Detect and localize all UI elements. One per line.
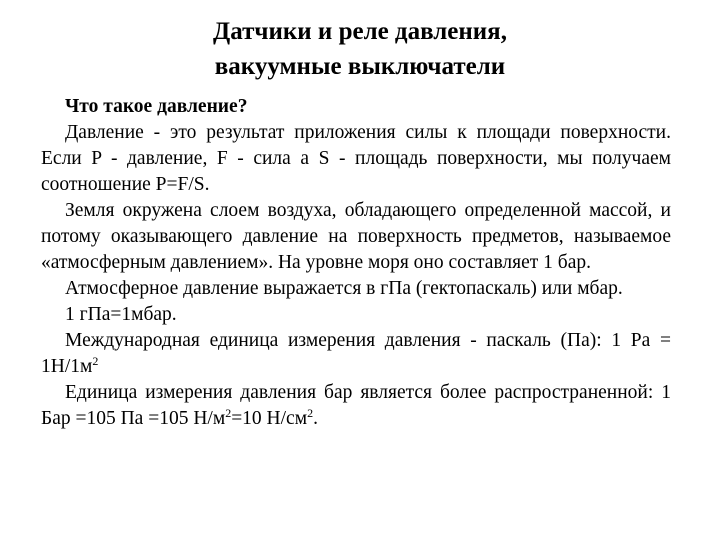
section-heading: Что такое давление? — [65, 96, 248, 117]
bar-text-a: Единица измерения давления бар является более распространенной: 1 Бар =105 Па =105 Н/м — [41, 382, 671, 429]
slide-title — [0, 14, 720, 84]
bar-superscript-1: 2 — [225, 406, 232, 420]
paragraph-units: Атмосферное давление выражается в гПа (гектопаскаль) или мбар. — [65, 278, 623, 299]
paragraph-pascal — [41, 328, 671, 380]
bar-text-c: . — [313, 408, 318, 429]
paragraph-bar — [41, 380, 671, 432]
slide-body — [41, 94, 671, 432]
title-line-1: Датчики и реле давления, — [213, 18, 507, 45]
bar-superscript-2: 2 — [307, 406, 314, 420]
paragraph-hpa-mbar: 1 гПа=1мбар. — [65, 304, 177, 325]
paragraph-atmosphere: Земля окружена слоем воздуха, обладающего определенной массой, и потому оказывающего давление на поверхность предметов, называемое «атмосферным давлением». На уровне моря оно составляет 1 бар. — [41, 200, 671, 273]
pascal-text: Международная единица измерения давления - паскаль (Па): 1 Pa = 1Н/1м — [41, 330, 671, 377]
bar-text-b: =10 Н/см — [231, 408, 308, 429]
paragraph-definition: Давление - это результат приложения силы к площади поверхности. Если P - давление, F - сила а S - площадь поверхности, мы получаем соотношение P=F/S. — [41, 122, 671, 195]
title-line-2: вакуумные выключатели — [214, 53, 506, 80]
pascal-superscript: 2 — [92, 354, 99, 368]
